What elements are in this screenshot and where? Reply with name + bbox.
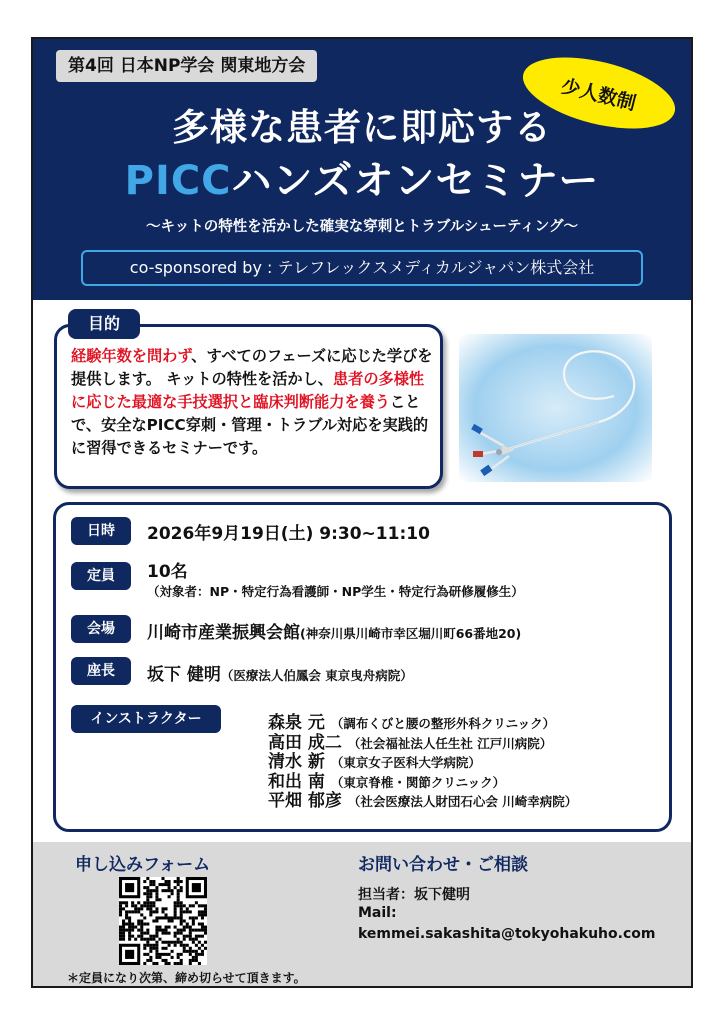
instructor-list [268, 708, 578, 811]
date-value: 2026年9月19日(土) 9:30~11:10 [147, 524, 430, 544]
instructor-affiliation: （東京脊椎・関節クリニック） [330, 774, 506, 790]
flyer-page [31, 37, 693, 988]
venue-value [147, 618, 521, 643]
instructor-row [268, 767, 577, 792]
header-banner [33, 39, 691, 300]
title-line2 [33, 149, 691, 206]
purpose-box [54, 324, 443, 489]
purpose-part: 経験年数を問わず [71, 347, 192, 365]
deadline-note: ＊定員になり次第、締め切らせて頂きます。 [67, 971, 306, 985]
purpose-label: 目的 [68, 309, 140, 339]
chair-affiliation: （医療法人伯鳳会 東京曳舟病院） [220, 668, 413, 683]
instructor-affiliation: （調布くびと腰の整形外科クリニック） [330, 716, 556, 731]
subtitle: 〜キットの特性を活かした確実な穿刺とトラブルシューティング〜 [145, 219, 579, 235]
instructor-name: 和出 南 [268, 771, 325, 792]
capacity-note: （対象者：NP・特定行為看護師・NP学生・特定行為研修履修生） [147, 584, 524, 599]
instructor-row [268, 786, 578, 811]
instructor-name: 平畑 郁彦 [268, 791, 342, 811]
venue-label: 会場 [71, 615, 131, 643]
venue-name: 川崎市産業振興会館 [147, 623, 300, 643]
venue-address: (神奈川県川崎市幸区堀川町66番地20) [300, 626, 522, 641]
instructor-label: インストラクター [71, 705, 221, 733]
title-rest: ハンズオンセミナー [231, 158, 600, 204]
purpose-part: 患者の多様性に応じた最適な手技選択と臨床判断能力を養う [71, 370, 425, 411]
footer [33, 842, 691, 986]
instructor-affiliation: （社会福祉法人任生社 江戸川病院） [347, 735, 553, 751]
purpose-part: ことで、安全なPICC穿刺・管理・トラブル対応を実践的に習得できるセミナーです。 [71, 393, 429, 457]
instructor-name: 清水 新 [268, 752, 325, 772]
contact-email-link[interactable]: kemmei.sakashita@tokyohakuho.com [358, 926, 656, 942]
contact-person: 担当者：坂下健明 [358, 887, 470, 903]
capacity-value: 10名 [147, 562, 188, 582]
purpose-part: 、すべてのフェーズに応じた学びを提供します。 キットの特性を活かし、 [71, 347, 433, 388]
title-accent: PICC [124, 158, 232, 204]
instructor-row [268, 708, 577, 733]
details-box [53, 502, 672, 832]
instructor-affiliation: （社会医療法人財団石心会 川崎幸病院） [347, 794, 578, 809]
instructor-row [268, 728, 577, 753]
instructor-name: 森泉 元 [268, 713, 325, 733]
instructor-name: 高田 成二 [268, 732, 342, 753]
purpose-text [71, 345, 433, 460]
contact-title: お問い合わせ・ご相談 [358, 855, 528, 875]
instructor-affiliation: （東京女子医科大学病院） [330, 755, 481, 770]
event-tag: 第4回 日本NP学会 関東地方会 [56, 50, 317, 82]
qr-code-icon[interactable] [119, 877, 207, 965]
sponsor-box: co-sponsored by : テレフレックスメディカルジャパン株式会社 [81, 250, 643, 286]
limited-seats-badge: 少人数制 [516, 44, 682, 142]
chair-label: 座長 [71, 657, 131, 685]
picc-kit-image [459, 334, 652, 482]
date-label: 日時 [71, 517, 131, 545]
application-form-title: 申し込みフォーム [75, 855, 211, 875]
mail-label: Mail: [358, 905, 397, 921]
title-line1: 多様な患者に即応する [172, 106, 552, 149]
chair-name: 坂下 健明 [147, 665, 221, 685]
capacity-label: 定員 [71, 562, 131, 590]
chair-value [147, 660, 413, 685]
